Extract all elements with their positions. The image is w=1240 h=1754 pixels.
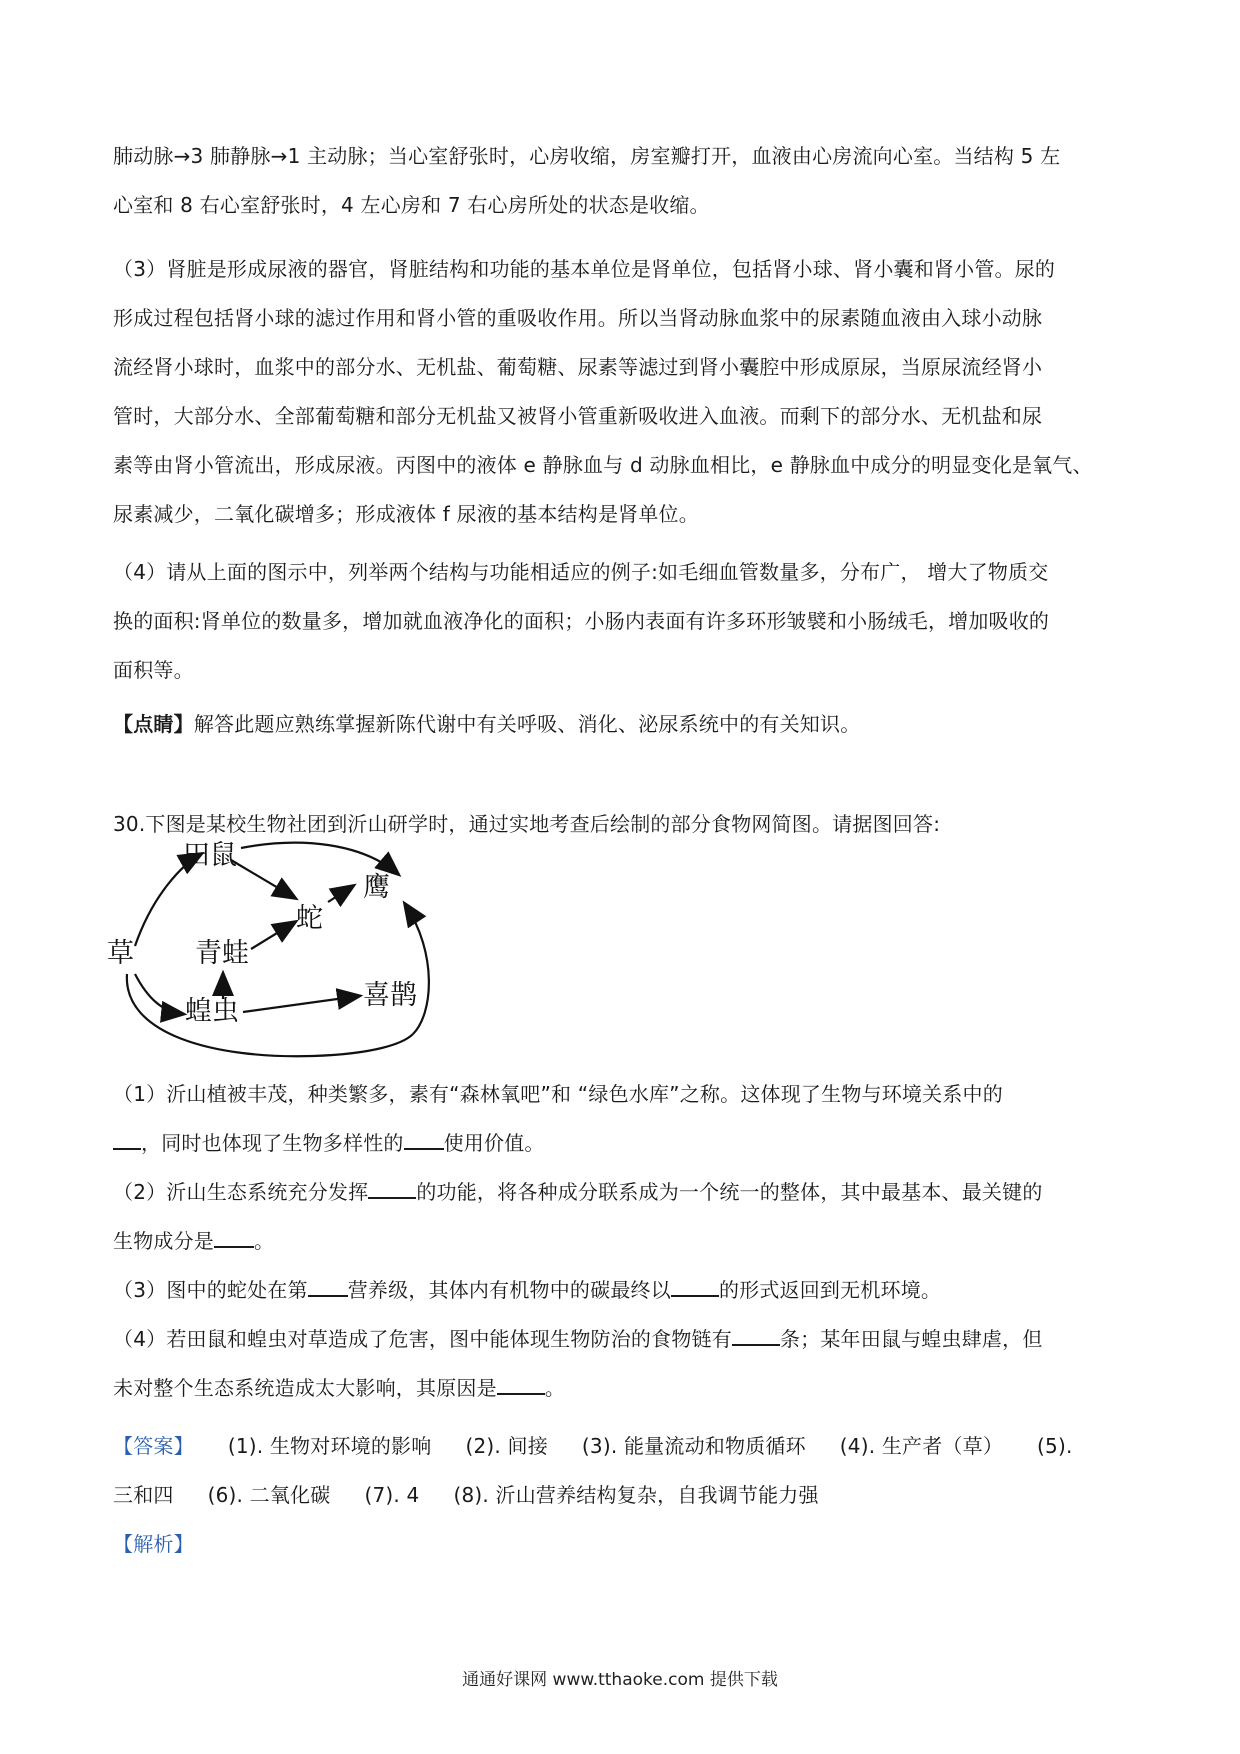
node-frog: 青蛙 [195,938,249,969]
text-line: 素等由肾小管流出，形成尿液。丙图中的液体 e 静脉血与 d 动脉血相比，e 静脉血中成分的明显变化是氧气、 [113,453,1093,477]
arrow-magpie-side-to-eagle [405,904,429,1034]
node-locust: 蝗虫 [185,996,239,1027]
answer-blank-5[interactable] [308,1277,348,1297]
dianjing-tag: 【点睛】 [113,712,194,736]
node-eagle: 鹰 [363,872,390,903]
q2-line-1: （2）沂山生态系统充分发挥 的功能，将各种成分联系成为一个统一的整体，其中最基本、最关键的 [113,1180,1043,1204]
arrow-frog-to-snake [251,922,295,949]
arrow-vole-to-snake [231,860,295,898]
node-grass: 草 [107,938,134,969]
text-line: 心室和 8 右心室舒张时，4 左心房和 7 右心房所处的状态是收缩。 [113,193,710,217]
paragraph-structure-function [113,548,1128,695]
arrow-vole-to-eagle [241,843,398,874]
text-line: 流经肾小球时，血浆中的部分水、无机盐、葡萄糖、尿素等滤过到肾小囊腔中形成原尿，当原尿流经肾小 [113,355,1043,379]
page-footer: 通通好课网 www.tthaoke.com 提供下载 [462,1670,778,1690]
q1-line-2: ，同时也体现了生物多样性的 使用价值。 [113,1119,1128,1168]
paragraph-kidney [113,245,1128,539]
text-line: 尿素减少，二氧化碳增多；形成液体 f 尿液的基本结构是肾单位。 [113,502,699,526]
analysis-tag: 【解析】 [113,1532,194,1556]
answer-section [113,1422,1128,1569]
node-magpie: 喜鹊 [363,980,417,1011]
text-line: （4）请从上面的图示中，列举两个结构与功能相适应的例子:如毛细血管数量多，分布广， 增大了物质交 [113,560,1049,584]
answer-line-2: 三和四 (6). 二氧化碳 (7). 4 (8). 沂山营养结构复杂，自我调节能力强 [113,1483,819,1507]
arrow-locust-to-magpie [243,996,359,1012]
q1-line-1: （1）沂山植被丰茂，种类繁多，素有“森林氧吧”和 “绿色水库”之称。这体现了生物与环境关系中的 [113,1082,1003,1106]
food-web-diagram [107,834,483,1064]
question-30-parts [113,1070,1128,1413]
text-line: 面积等。 [113,658,194,682]
dianjing-text: 解答此题应熟练掌握新陈代谢中有关呼吸、消化、泌尿系统中的有关知识。 [193,712,861,736]
answer-tag: 【答案】 [113,1434,194,1458]
answer-blank-4[interactable] [214,1228,254,1248]
arrow-snake-to-eagle [328,886,353,902]
text-line: 形成过程包括肾小球的滤过作用和肾小管的重吸收作用。所以当肾动脉血浆中的尿素随血液由入球小动脉 [113,306,1043,330]
answer-blank-8[interactable] [497,1375,545,1395]
paragraph-heart [113,132,1128,230]
answer-blank-7[interactable] [732,1326,780,1346]
text-line: 换的面积:肾单位的数量多，增加就血液净化的面积；小肠内表面有许多环形皱襞和小肠绒毛，增加吸收的 [113,609,1050,633]
q4-line-1: （4）若田鼠和蝗虫对草造成了危害，图中能体现生物防治的食物链有 条；某年田鼠与蝗虫肆虐，但 [113,1327,1043,1351]
node-snake: 蛇 [296,903,323,934]
q4-line-2: 未对整个生态系统造成太大影响，其原因是 。 [113,1376,566,1400]
text-line: （3）肾脏是形成尿液的器官，肾脏结构和功能的基本单位是肾单位，包括肾小球、肾小囊和肾小管。尿的 [113,257,1056,281]
answer-line-1: 【答案】 (1). 生物对环境的影响 (2). 间接 (3). 能量流动和物质循环 (4). 生产者（草） (5). [113,1422,1128,1471]
q3-line: （3）图中的蛇处在第 营养级，其体内有机物中的碳最终以 的形式返回到无机环境。 [113,1278,942,1302]
dianjing-note [113,700,1128,749]
arrow-grass-to-locust [135,974,183,1014]
answer-blank-3[interactable] [368,1179,416,1199]
question-30-stem: 30.下图是某校生物社团到沂山研学时，通过实地考查后绘制的部分食物网简图。请据图回答: [113,812,941,836]
answer-blank-1[interactable] [113,1130,141,1150]
answer-blank-6[interactable] [671,1277,719,1297]
text-line: 肺动脉→3 肺静脉→1 主动脉；当心室舒张时，心房收缩，房室瓣打开，血液由心房流向心室。当结构 5 左 [113,144,1061,168]
node-vole: 田鼠 [183,840,237,871]
q2-line-2: 生物成分是 。 [113,1229,275,1253]
answer-blank-2[interactable] [404,1130,444,1150]
text-line: 管时，大部分水、全部葡萄糖和部分无机盐又被肾小管重新吸收进入血液。而剩下的部分水、无机盐和尿 [113,404,1043,428]
